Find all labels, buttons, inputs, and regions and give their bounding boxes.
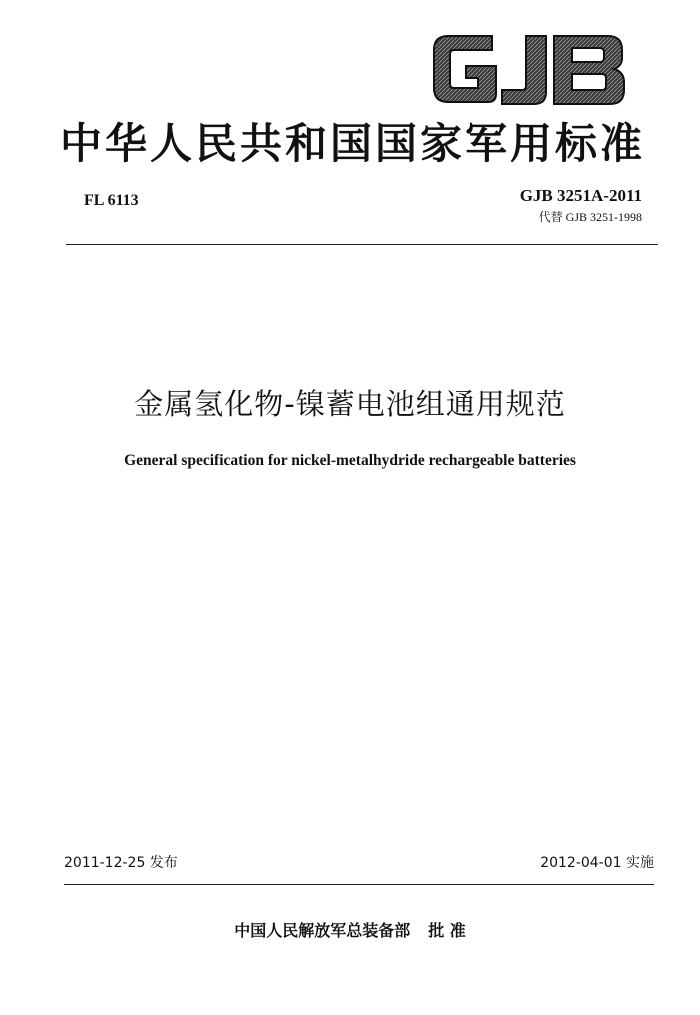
approval-label: 批 准	[428, 921, 466, 940]
header-divider	[66, 244, 658, 245]
replaces-standard: 代替 GJB 3251-1998	[538, 210, 642, 224]
approval-line	[0, 918, 700, 941]
document-title-chinese: 金属氢化物-镍蓄电池组通用规范	[134, 387, 566, 421]
document-title-english: General specification for nickel-metalhydride rechargeable batteries	[124, 452, 576, 469]
issue-date: 2011-12-25 发布	[64, 855, 178, 871]
gjb-logo-icon	[430, 28, 630, 110]
issuing-authority-title: 中华人民共和国国家军用标准	[60, 119, 646, 168]
classification-code: FL 6113	[84, 192, 139, 209]
implementation-date: 2012-04-01 实施	[540, 855, 654, 871]
footer-divider	[64, 884, 654, 885]
approving-authority: 中国人民解放军总装备部	[234, 921, 411, 940]
standard-number: GJB 3251A-2011	[519, 186, 642, 205]
